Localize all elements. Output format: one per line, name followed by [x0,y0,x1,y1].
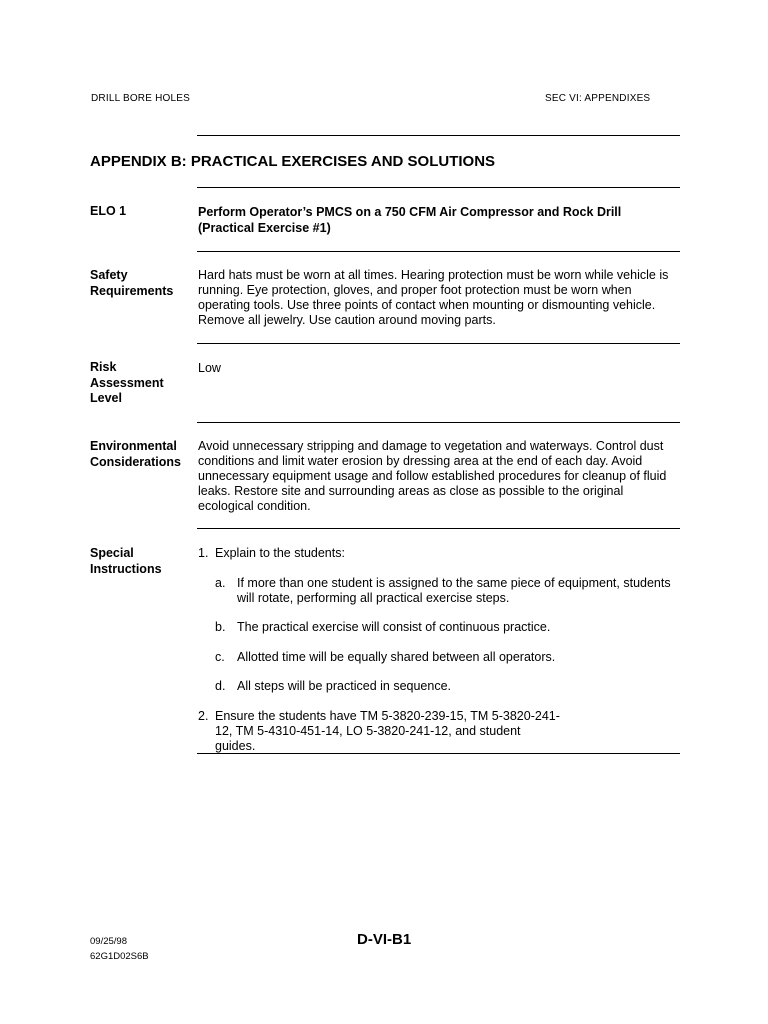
item-text: Ensure the students have TM 5-3820-239-15, TM 5-3820-241-12, TM 5-4310-451-14, LO 5-3820-241-12, and student guides. [215,709,560,753]
environment-label: Environmental Considerations [90,439,181,469]
divider [197,528,680,529]
item-number: 2. [198,709,209,723]
divider [197,753,680,754]
safety-label: Safety Requirements [90,268,174,298]
divider [197,251,680,252]
page-number: D-VI-B1 [357,931,412,948]
subitem-letter: c. [215,650,225,664]
subitem-text: Allotted time will be equally shared between all operators. [237,650,556,664]
item-number: 1. [198,546,209,560]
elo-label: ELO 1 [90,204,127,218]
subitem-text: If more than one student is assigned to the same piece of equipment, students will rotate, performing all practical exercise steps. [237,576,671,605]
running-header-left: DRILL BORE HOLES [91,93,190,104]
page-title: APPENDIX B: PRACTICAL EXERCISES AND SOLUTIONS [90,153,496,170]
elo-title: Perform Operator’s PMCS on a 750 CFM Air Compressor and Rock Drill (Practical Exercise #1) [198,205,622,235]
running-header-right: SEC VI: APPENDIXES [545,93,651,104]
footer-date: 09/25/98 [90,936,127,947]
divider [197,135,680,136]
environment-text: Avoid unnecessary stripping and damage to vegetation and waterways. Control dust conditions and limit water erosion by dressing area at the end of each day. Avoid unnecessary equipment usage and follow established procedures for cleanup of fluid leaks. Restore site and surrounding areas as close as possible to the original ecological condition. [198,439,667,513]
subitem-letter: b. [215,620,226,634]
divider [197,422,680,423]
divider [197,343,680,344]
subitem-text: All steps will be practiced in sequence. [237,679,452,693]
footer-code: 62G1D02S6B [90,951,149,962]
subitem-text: The practical exercise will consist of continuous practice. [237,620,551,634]
risk-text: Low [198,361,221,375]
divider [197,187,680,188]
subitem-letter: d. [215,679,226,693]
safety-text: Hard hats must be worn at all times. Hearing protection must be worn while vehicle is running. Eye protection, gloves, and proper foot protection must be worn when operating tools. Use three points of contact when mounting or dismounting vehicle. Remove all jewelry. Use caution around moving parts. [198,268,669,327]
subitem-letter: a. [215,576,226,590]
item-text: Explain to the students: [215,546,345,560]
risk-label: Risk Assessment Level [90,360,164,405]
special-label: Special Instructions [90,546,162,576]
